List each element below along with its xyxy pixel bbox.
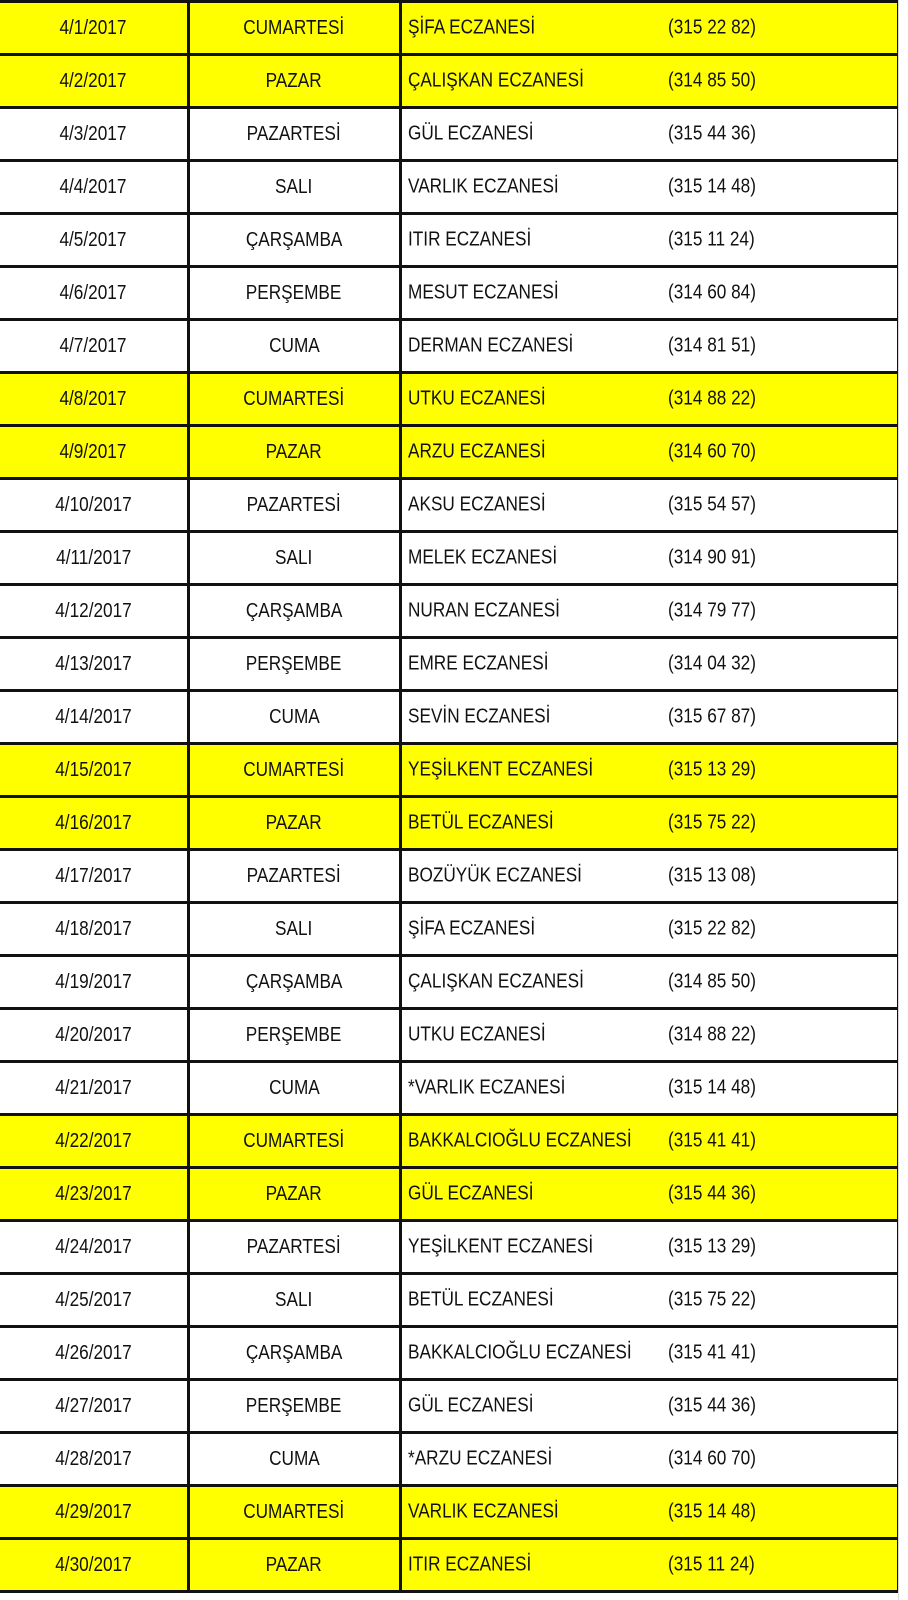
date-text: 4/9/2017 [59,440,127,463]
weekday-text: SALI [275,546,313,569]
pharmacy-phone: (314 85 50) [667,69,756,92]
pharmacy-name: GÜL ECZANESİ [407,122,534,145]
pharmacy-name: ÇALIŞKAN ECZANESİ [407,970,584,993]
date-cell[interactable] [0,797,188,850]
spreadsheet-gridline [898,0,908,1600]
pharmacy-phone: (315 11 24) [667,1553,755,1576]
weekday-cell[interactable] [188,1380,400,1433]
date-cell[interactable] [0,638,188,691]
pharmacy-phone: (314 88 22) [667,387,756,410]
pharmacy-cell[interactable] [400,55,898,108]
table-row [0,267,898,320]
table-row [0,373,898,426]
table-row [0,691,898,744]
table-row [0,1380,898,1433]
date-cell[interactable] [0,1009,188,1062]
pharmacy-cell[interactable] [400,1168,898,1221]
weekday-text: ÇARŞAMBA [245,599,343,622]
pharmacy-phone: (314 60 70) [667,440,756,463]
table-row [0,1062,898,1115]
weekday-cell[interactable] [188,1433,400,1486]
pharmacy-name: ŞİFA ECZANESİ [407,917,535,940]
pharmacy-name: VARLIK ECZANESİ [407,175,559,198]
date-text: 4/5/2017 [59,228,127,251]
table-row [0,320,898,373]
pharmacy-phone: (315 14 48) [667,1076,756,1099]
weekday-text: PAZAR [265,1553,323,1576]
pharmacy-name: UTKU ECZANESİ [407,387,546,410]
table-row [0,1274,898,1327]
pharmacy-phone: (314 04 32) [667,652,756,675]
weekday-text: SALI [275,1288,313,1311]
weekday-text: PAZAR [265,811,323,834]
pharmacy-cell[interactable] [400,267,898,320]
weekday-cell[interactable] [188,108,400,161]
pharmacy-phone: (315 14 48) [667,1500,756,1523]
weekday-cell[interactable] [188,161,400,214]
weekday-cell[interactable] [188,214,400,267]
date-cell[interactable] [0,850,188,903]
pharmacy-phone: (315 54 57) [667,493,756,516]
table-row [0,1539,898,1592]
date-cell[interactable] [0,2,188,55]
weekday-text: CUMA [268,1076,320,1099]
date-cell[interactable] [0,1168,188,1221]
date-cell[interactable] [0,55,188,108]
date-cell[interactable] [0,479,188,532]
pharmacy-name: ITIR ECZANESİ [407,228,531,251]
pharmacy-cell[interactable] [400,1009,898,1062]
table-row [0,1433,898,1486]
pharmacy-name: UTKU ECZANESİ [407,1023,546,1046]
table-row [0,108,898,161]
pharmacy-phone: (314 88 22) [667,1023,756,1046]
weekday-cell[interactable] [188,797,400,850]
pharmacy-cell[interactable] [400,638,898,691]
date-cell[interactable] [0,903,188,956]
weekday-text: CUMA [268,1447,320,1470]
date-text: 4/25/2017 [54,1288,132,1311]
pharmacy-phone: (315 14 48) [667,175,756,198]
date-text: 4/22/2017 [54,1129,132,1152]
date-cell[interactable] [0,1115,188,1168]
pharmacy-name: SEVİN ECZANESİ [407,705,550,728]
table-row [0,1221,898,1274]
weekday-text: PERŞEMBE [246,281,342,304]
pharmacy-cell[interactable] [400,1539,898,1592]
date-cell[interactable] [0,744,188,797]
date-text: 4/12/2017 [54,599,132,622]
date-text: 4/10/2017 [54,493,132,516]
weekday-cell[interactable] [188,1062,400,1115]
table-row [0,479,898,532]
date-text: 4/28/2017 [54,1447,132,1470]
pharmacy-name: ARZU ECZANESİ [407,440,546,463]
pharmacy-cell[interactable] [400,903,898,956]
weekday-text: CUMARTESİ [243,1500,345,1523]
pharmacy-name: YEŞİLKENT ECZANESİ [407,1235,593,1258]
table-row [0,2,898,55]
date-text: 4/20/2017 [54,1023,132,1046]
date-text: 4/7/2017 [59,334,127,357]
weekday-text: PAZARTESİ [246,122,341,145]
date-text: 4/30/2017 [54,1553,132,1576]
pharmacy-name: GÜL ECZANESİ [407,1182,534,1205]
date-cell[interactable] [0,1433,188,1486]
weekday-cell[interactable] [188,1327,400,1380]
date-text: 4/21/2017 [54,1076,132,1099]
pharmacy-cell[interactable] [400,956,898,1009]
pharmacy-phone: (314 79 77) [667,599,756,622]
date-text: 4/8/2017 [59,387,127,410]
pharmacy-name: EMRE ECZANESİ [407,652,548,675]
pharmacy-cell[interactable] [400,108,898,161]
date-cell[interactable] [0,532,188,585]
date-text: 4/23/2017 [54,1182,132,1205]
pharmacy-name: MELEK ECZANESİ [407,546,557,569]
pharmacy-phone: (315 67 87) [667,705,756,728]
weekday-text: PERŞEMBE [246,1394,342,1417]
pharmacy-phone: (315 41 41) [667,1129,756,1152]
date-cell[interactable] [0,108,188,161]
pharmacy-cell[interactable] [400,479,898,532]
weekday-text: CUMA [268,334,320,357]
table-row [0,1327,898,1380]
date-text: 4/18/2017 [54,917,132,940]
pharmacy-name: BETÜL ECZANESİ [407,1288,554,1311]
pharmacy-phone: (315 75 22) [667,1288,756,1311]
date-text: 4/11/2017 [55,546,131,569]
date-cell[interactable] [0,585,188,638]
date-cell[interactable] [0,1062,188,1115]
pharmacy-phone: (314 90 91) [667,546,756,569]
weekday-cell[interactable] [188,532,400,585]
date-cell[interactable] [0,320,188,373]
date-text: 4/19/2017 [54,970,132,993]
table-row [0,1486,898,1539]
pharmacy-cell[interactable] [400,1380,898,1433]
table-row [0,903,898,956]
pharmacy-phone: (315 75 22) [667,811,756,834]
pharmacy-cell[interactable] [400,426,898,479]
pharmacy-phone: (315 13 29) [667,1235,756,1258]
date-cell[interactable] [0,1539,188,1592]
pharmacy-name: VARLIK ECZANESİ [407,1500,559,1523]
table-row [0,1168,898,1221]
weekday-text: PAZAR [265,69,323,92]
weekday-text: PAZARTESİ [246,493,341,516]
pharmacy-name: GÜL ECZANESİ [407,1394,534,1417]
pharmacy-cell[interactable] [400,2,898,55]
weekday-cell[interactable] [188,744,400,797]
pharmacy-phone: (315 44 36) [667,122,756,145]
weekday-cell[interactable] [188,1486,400,1539]
pharmacy-name: DERMAN ECZANESİ [407,334,573,357]
weekday-text: CUMA [268,705,320,728]
weekday-text: SALI [275,175,313,198]
pharmacy-phone: (315 44 36) [667,1394,756,1417]
date-text: 4/15/2017 [54,758,132,781]
table-row [0,532,898,585]
weekday-cell[interactable] [188,479,400,532]
weekday-cell[interactable] [188,903,400,956]
date-text: 4/26/2017 [54,1341,132,1364]
table-row [0,797,898,850]
date-text: 4/4/2017 [59,175,127,198]
pharmacy-cell[interactable] [400,744,898,797]
date-text: 4/17/2017 [54,864,132,887]
weekday-text: PAZARTESİ [246,1235,341,1258]
date-cell[interactable] [0,1221,188,1274]
weekday-cell[interactable] [188,850,400,903]
weekday-cell[interactable] [188,1274,400,1327]
date-text: 4/16/2017 [54,811,132,834]
table-row [0,744,898,797]
date-cell[interactable] [0,1486,188,1539]
pharmacy-name: ITIR ECZANESİ [407,1553,531,1576]
table-row [0,161,898,214]
weekday-text: CUMARTESİ [243,16,345,39]
weekday-text: CUMARTESİ [243,1129,345,1152]
pharmacy-cell[interactable] [400,1486,898,1539]
date-text: 4/29/2017 [54,1500,132,1523]
table-row [0,638,898,691]
weekday-text: PAZAR [265,1182,323,1205]
date-cell[interactable] [0,161,188,214]
table-row [0,1009,898,1062]
date-text: 4/24/2017 [54,1235,132,1258]
date-text: 4/1/2017 [59,16,127,39]
pharmacy-name: *VARLIK ECZANESİ [407,1076,565,1099]
pharmacy-cell[interactable] [400,585,898,638]
pharmacy-name: *ARZU ECZANESİ [407,1447,552,1470]
weekday-cell[interactable] [188,1168,400,1221]
weekday-cell[interactable] [188,585,400,638]
pharmacy-cell[interactable] [400,1115,898,1168]
date-cell[interactable] [0,267,188,320]
table-row [0,55,898,108]
pharmacy-cell[interactable] [400,161,898,214]
pharmacy-phone: (315 13 08) [667,864,756,887]
table-row [0,1115,898,1168]
date-text: 4/6/2017 [59,281,127,304]
weekday-cell[interactable] [188,55,400,108]
pharmacy-phone: (314 60 70) [667,1447,756,1470]
weekday-text: PAZAR [265,440,323,463]
pharmacy-phone: (315 44 36) [667,1182,756,1205]
pharmacy-cell[interactable] [400,797,898,850]
pharmacy-name: MESUT ECZANESİ [407,281,559,304]
weekday-cell[interactable] [188,320,400,373]
pharmacy-cell[interactable] [400,320,898,373]
weekday-text: ÇARŞAMBA [245,1341,343,1364]
date-text: 4/27/2017 [54,1394,132,1417]
date-cell[interactable] [0,1380,188,1433]
weekday-cell[interactable] [188,267,400,320]
pharmacy-name: YEŞİLKENT ECZANESİ [407,758,593,781]
weekday-cell[interactable] [188,1221,400,1274]
pharmacy-cell[interactable] [400,1274,898,1327]
pharmacy-cell[interactable] [400,214,898,267]
date-cell[interactable] [0,1327,188,1380]
weekday-text: PERŞEMBE [246,652,342,675]
weekday-text: PAZARTESİ [246,864,341,887]
pharmacy-name: BOZÜYÜK ECZANESİ [407,864,582,887]
pharmacy-cell[interactable] [400,373,898,426]
date-text: 4/13/2017 [54,652,132,675]
pharmacy-cell[interactable] [400,1327,898,1380]
date-cell[interactable] [0,373,188,426]
weekday-cell[interactable] [188,638,400,691]
weekday-text: ÇARŞAMBA [245,228,343,251]
weekday-cell[interactable] [188,426,400,479]
weekday-text: PERŞEMBE [246,1023,342,1046]
pharmacy-phone: (315 41 41) [667,1341,756,1364]
roster-body [0,2,898,1592]
weekday-cell[interactable] [188,1539,400,1592]
weekday-cell[interactable] [188,1009,400,1062]
pharmacy-cell[interactable] [400,1221,898,1274]
pharmacy-name: NURAN ECZANESİ [407,599,560,622]
pharmacy-name: AKSU ECZANESİ [407,493,546,516]
pharmacy-phone: (314 85 50) [667,970,756,993]
weekday-cell[interactable] [188,956,400,1009]
table-row [0,585,898,638]
pharmacy-cell[interactable] [400,850,898,903]
date-text: 4/14/2017 [54,705,132,728]
date-cell[interactable] [0,1274,188,1327]
weekday-text: CUMARTESİ [243,387,345,410]
date-cell[interactable] [0,691,188,744]
date-text: 4/3/2017 [59,122,127,145]
date-cell[interactable] [0,956,188,1009]
pharmacy-name: BAKKALCIOĞLU ECZANESİ [407,1341,632,1364]
pharmacy-name: ÇALIŞKAN ECZANESİ [407,69,584,92]
pharmacy-name: ŞİFA ECZANESİ [407,16,535,39]
weekday-cell[interactable] [188,691,400,744]
date-cell[interactable] [0,214,188,267]
date-text: 4/2/2017 [59,69,127,92]
weekday-text: CUMARTESİ [243,758,345,781]
pharmacy-name: BETÜL ECZANESİ [407,811,554,834]
pharmacy-cell[interactable] [400,1062,898,1115]
table-row [0,426,898,479]
pharmacy-phone: (314 81 51) [667,334,756,357]
pharmacy-phone: (315 22 82) [667,16,756,39]
date-cell[interactable] [0,426,188,479]
table-row [0,850,898,903]
weekday-cell[interactable] [188,2,400,55]
table-row [0,956,898,1009]
pharmacy-phone: (315 22 82) [667,917,756,940]
pharmacy-phone: (314 60 84) [667,281,756,304]
table-row [0,214,898,267]
pharmacy-cell[interactable] [400,532,898,585]
pharmacy-name: BAKKALCIOĞLU ECZANESİ [407,1129,632,1152]
weekday-cell[interactable] [188,1115,400,1168]
pharmacy-phone: (315 13 29) [667,758,756,781]
weekday-cell[interactable] [188,373,400,426]
weekday-text: ÇARŞAMBA [245,970,343,993]
pharmacy-cell[interactable] [400,691,898,744]
weekday-text: SALI [275,917,313,940]
pharmacy-phone: (315 11 24) [667,228,755,251]
pharmacy-cell[interactable] [400,1433,898,1486]
